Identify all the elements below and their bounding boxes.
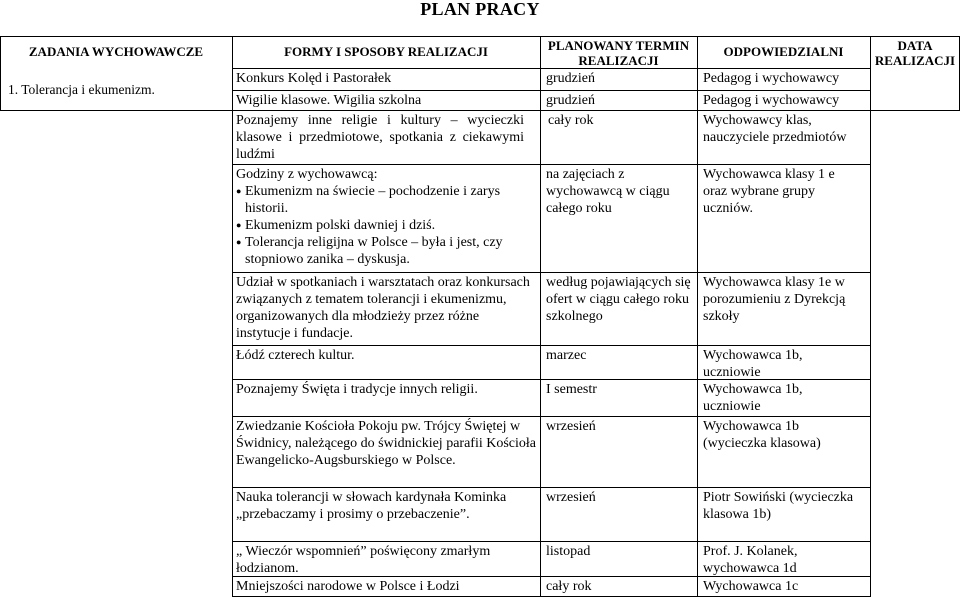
bullet-item [236,217,534,234]
row-termin: na zajęciach z wychowawcą w ciągu całego roku [546,167,670,216]
bullet-item-text: Ekumenizm polski dawniej i dziś. [245,218,436,233]
row-odpowiedzialni: Prof. J. Kolanek, wychowawca 1d [703,544,798,576]
header-formy-label: FORMY I SPOSOBY REALIZACJI [284,44,488,59]
row-forma: Poznajemy inne religie i kultury – wycieczki klasowe i przedmiotowe, spotkania z ciekawymi ludźmi [236,113,524,162]
row-termin: według pojawiających się ofert w ciągu całego roku szkolnego [546,275,691,324]
header-bottom-border [232,68,870,69]
row-forma: Udział w spotkaniach i warsztatach oraz konkursach związanych z tematem tolerancji i ekumenizmu, organizowanych dla młodzieży przez różne instytucje i fundacje. [236,275,530,341]
row-forma: Nauka tolerancji w słowach kardynała Kominka „przebaczamy i prosimy o przebaczenie”. [236,490,507,522]
bullet-item-text: Ekumenizm na świecie – pochodzenie i zarys historii. [245,184,501,216]
page-title: PLAN PRACY [420,0,540,19]
header-termin-line2: REALIZACJI [578,53,659,68]
row-termin: wrzesień [546,490,596,505]
row-forma: „ Wieczór wspomnień” poświęcony zmarłym łodzianom. [236,544,491,576]
header-zadania-label: ZADANIA WYCHOWAWCZE [28,44,204,59]
row-border [0,110,960,111]
header-termin [540,38,697,68]
header-data-line2: REALIZACJI [874,53,956,68]
row-forma: Wigilie klasowe. Wigilia szkolna [236,93,422,108]
header-formy [232,44,540,59]
row-border [232,416,870,417]
row-odpowiedzialni: Pedagog i wychowawcy [703,93,840,108]
header-odpowiedzialni-label: ODPOWIEDZIALNI [723,44,844,59]
row-odpowiedzialni: Wychowawca 1b, uczniowie [703,382,803,414]
table-bottom-border [232,596,870,597]
row-termin: wrzesień [546,419,596,434]
row-border [232,487,870,488]
column-border [232,36,233,597]
bullets-intro: Godziny z wychowawcą: [236,167,378,182]
row-termin: I semestr [546,382,597,397]
row-termin: grudzień [546,93,595,108]
row-border [232,345,870,346]
row-border [232,164,870,165]
row-odpowiedzialni: Wychowawcy klas, nauczyciele przedmiotów [703,113,847,145]
table-top-border [0,36,960,37]
row-termin: cały rok [546,579,592,594]
bullet-list [236,183,534,268]
header-termin-line1: PLANOWANY TERMIN [547,38,690,53]
row-forma: Zwiedzanie Kościoła Pokoju pw. Trójcy Świętej w Świdnicy, należącego do świdnickiej parafii Kościoła Ewangelicko-Augsburskiego w Polsce. [236,419,536,468]
column-border [697,36,698,597]
bullet-item [236,183,534,217]
row-forma: Konkurs Kolęd i Pastorałek [236,71,392,86]
bullet-item-text: Tolerancja religijna w Polsce – była i jest, czy stopniowo zanika – dyskusja. [245,235,503,267]
column-border [870,36,871,597]
row-border [232,90,870,91]
row-odpowiedzialni: Wychowawca 1b (wycieczka klasowa) [703,419,821,451]
row-odpowiedzialni: Wychowawca 1c [703,579,799,594]
row-forma-bullets [236,166,534,268]
row-termin: listopad [546,544,591,559]
row-forma: Poznajemy Święta i tradycje innych religii. [236,382,478,397]
task-label: 1. Tolerancja i ekumenizm. [8,82,155,97]
row-termin: marzec [546,348,587,363]
header-odpowiedzialni [697,44,870,59]
row-odpowiedzialni: Pedagog i wychowawcy [703,71,840,86]
row-border [232,272,870,273]
row-odpowiedzialni: Wychowawca 1b, uczniowie [703,348,803,380]
row-termin: cały rok [548,113,594,128]
row-forma: Mniejszości narodowe w Polsce i Łodzi [236,579,460,594]
header-data-line1: DATA [897,38,933,53]
header-data [870,38,960,68]
row-border [232,541,870,542]
column-border [540,36,541,597]
header-zadania [0,44,232,59]
row-odpowiedzialni: Piotr Sowiński (wycieczka klasowa 1b) [703,490,854,522]
row-odpowiedzialni: Wychowawca klasy 1e w porozumieniu z Dyrekcją szkoły [703,275,846,324]
row-forma: Łódź czterech kultur. [236,348,355,363]
row-odpowiedzialni: Wychowawca klasy 1 e oraz wybrane grupy uczniów. [703,167,835,216]
row-termin: grudzień [546,71,595,86]
bullet-item [236,234,534,268]
